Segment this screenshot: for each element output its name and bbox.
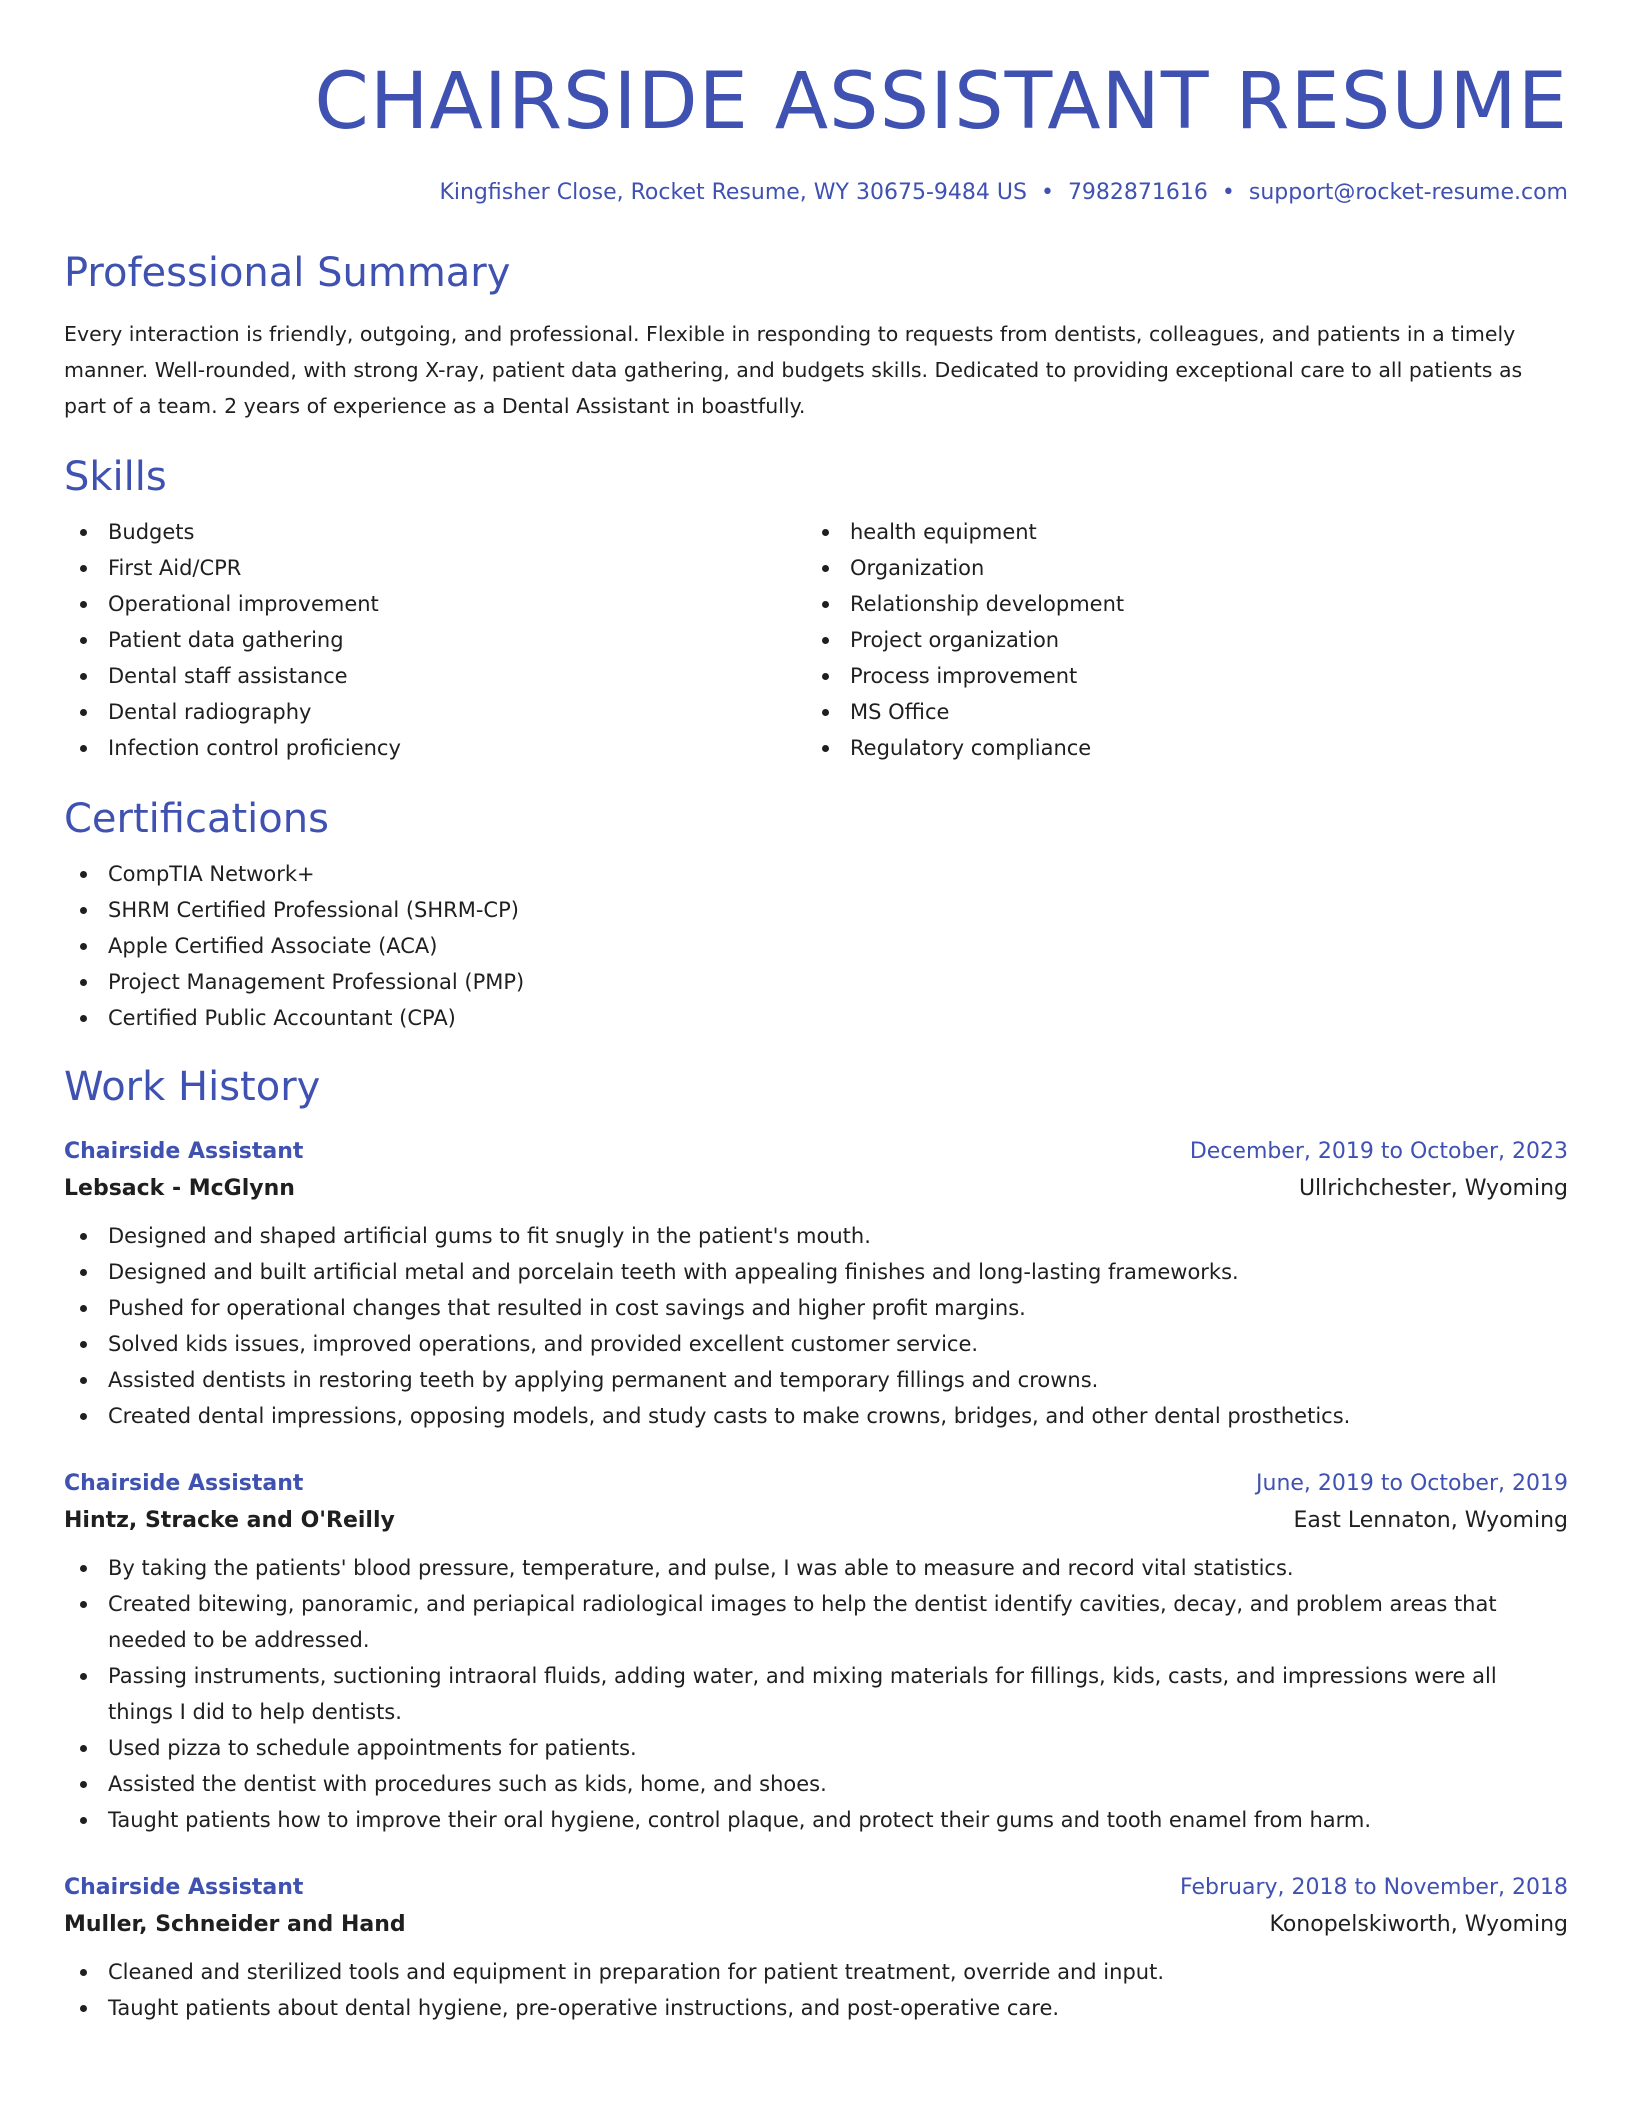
job-duties-list [64,1954,1568,2026]
certifications-list [64,856,1568,1036]
job-entry [64,1134,1568,1434]
job-title: Chairside Assistant [64,1139,304,1164]
skill-item: Organization [806,550,1548,586]
skill-item: Project organization [806,622,1548,658]
job-entry [64,1466,1568,1838]
contact-address: Kingfisher Close, Rocket Resume, WY 30675-9484 US [439,180,1027,205]
job-company-row [64,1906,1568,1944]
skill-item: MS Office [806,694,1548,730]
job-header-row [64,1466,1568,1502]
certification-item: Certified Public Accountant (CPA) [64,1000,1568,1036]
job-duty: Created bitewing, panoramic, and periapical radiological images to help the dentist identify cavities, decay, and problem areas that needed to be addressed. [64,1586,1568,1658]
summary-heading: Professional Summary [64,250,511,296]
skill-item: Dental radiography [64,694,806,730]
skill-item: Dental staff assistance [64,658,806,694]
job-duty: Cleaned and sterilized tools and equipment in preparation for patient treatment, override and input. [64,1954,1568,1990]
job-duty: By taking the patients' blood pressure, temperature, and pulse, I was able to measure and record vital statistics. [64,1550,1568,1586]
summary-text: Every interaction is friendly, outgoing, and professional. Flexible in responding to requests from dentists, colleagues, and patients in a timely manner. Well-rounded, with strong X-ray, patient data gathering, and budgets skills. Dedicated to providing exceptional care to all patients as part of a team. 2 years of experience as a Dental Assistant in boastfully. [64,322,1523,418]
certifications-heading: Certifications [64,796,329,842]
contact-separator: • [1040,180,1054,205]
skill-item: Patient data gathering [64,622,806,658]
job-dates: June, 2019 to October, 2019 [1256,1471,1568,1496]
job-company-row [64,1502,1568,1540]
job-dates: December, 2019 to October, 2023 [1189,1139,1568,1164]
contact-line [64,178,1568,208]
certification-item: Apple Certified Associate (ACA) [64,928,1568,964]
job-location: Ullrichchester, Wyoming [1298,1176,1568,1201]
skill-item: Budgets [64,514,806,550]
skill-item: First Aid/CPR [64,550,806,586]
job-duties-list [64,1550,1568,1838]
job-location: East Lennaton, Wyoming [1293,1508,1568,1533]
skills-heading: Skills [64,454,167,500]
skills-grid [64,514,1568,766]
skill-item: Infection control proficiency [64,730,806,766]
skill-item: Regulatory compliance [806,730,1548,766]
job-duty: Taught patients about dental hygiene, pre-operative instructions, and post-operative care. [64,1990,1568,2026]
job-duty: Designed and built artificial metal and porcelain teeth with appealing finishes and long-lasting frameworks. [64,1254,1568,1290]
job-header-row [64,1870,1568,1906]
skill-item: Operational improvement [64,586,806,622]
job-duty: Pushed for operational changes that resulted in cost savings and higher profit margins. [64,1290,1568,1326]
job-dates: February, 2018 to November, 2018 [1180,1875,1568,1900]
job-header-row [64,1134,1568,1170]
job-duty: Taught patients how to improve their oral hygiene, control plaque, and protect their gums and tooth enamel from harm. [64,1802,1568,1838]
skills-list-right [806,514,1548,766]
skill-item: Relationship development [806,586,1548,622]
contact-phone: 7982871616 [1067,180,1208,205]
job-duties-list [64,1218,1568,1434]
job-duty: Solved kids issues, improved operations, and provided excellent customer service. [64,1326,1568,1362]
skill-item: Process improvement [806,658,1548,694]
contact-separator: • [1221,180,1235,205]
job-duty: Assisted dentists in restoring teeth by applying permanent and temporary fillings and crowns. [64,1362,1568,1398]
job-company: Lebsack - McGlynn [64,1176,295,1201]
certification-item: Project Management Professional (PMP) [64,964,1568,1000]
job-company: Muller, Schneider and Hand [64,1912,406,1937]
skill-item: health equipment [806,514,1548,550]
job-title: Chairside Assistant [64,1875,304,1900]
job-entry [64,1870,1568,2026]
job-title: Chairside Assistant [64,1471,304,1496]
job-company-row [64,1170,1568,1208]
contact-email[interactable]: support@rocket-resume.com [1248,180,1568,205]
certification-item: CompTIA Network+ [64,856,1568,892]
job-duty: Created dental impressions, opposing models, and study casts to make crowns, bridges, and other dental prosthetics. [64,1398,1568,1434]
skills-list-left [64,514,806,766]
job-duty: Designed and shaped artificial gums to fit snugly in the patient's mouth. [64,1218,1568,1254]
job-duty: Used pizza to schedule appointments for patients. [64,1730,1568,1766]
job-duty: Assisted the dentist with procedures such as kids, home, and shoes. [64,1766,1568,1802]
job-duty: Passing instruments, suctioning intraoral fluids, adding water, and mixing materials for fillings, kids, casts, and impressions were all things I did to help dentists. [64,1658,1568,1730]
job-location: Konopelskiworth, Wyoming [1269,1912,1568,1937]
resume-title: CHAIRSIDE ASSISTANT RESUME [314,57,1568,147]
job-company: Hintz, Stracke and O'Reilly [64,1508,395,1533]
work-history-heading: Work History [64,1064,321,1110]
certification-item: SHRM Certified Professional (SHRM-CP) [64,892,1568,928]
